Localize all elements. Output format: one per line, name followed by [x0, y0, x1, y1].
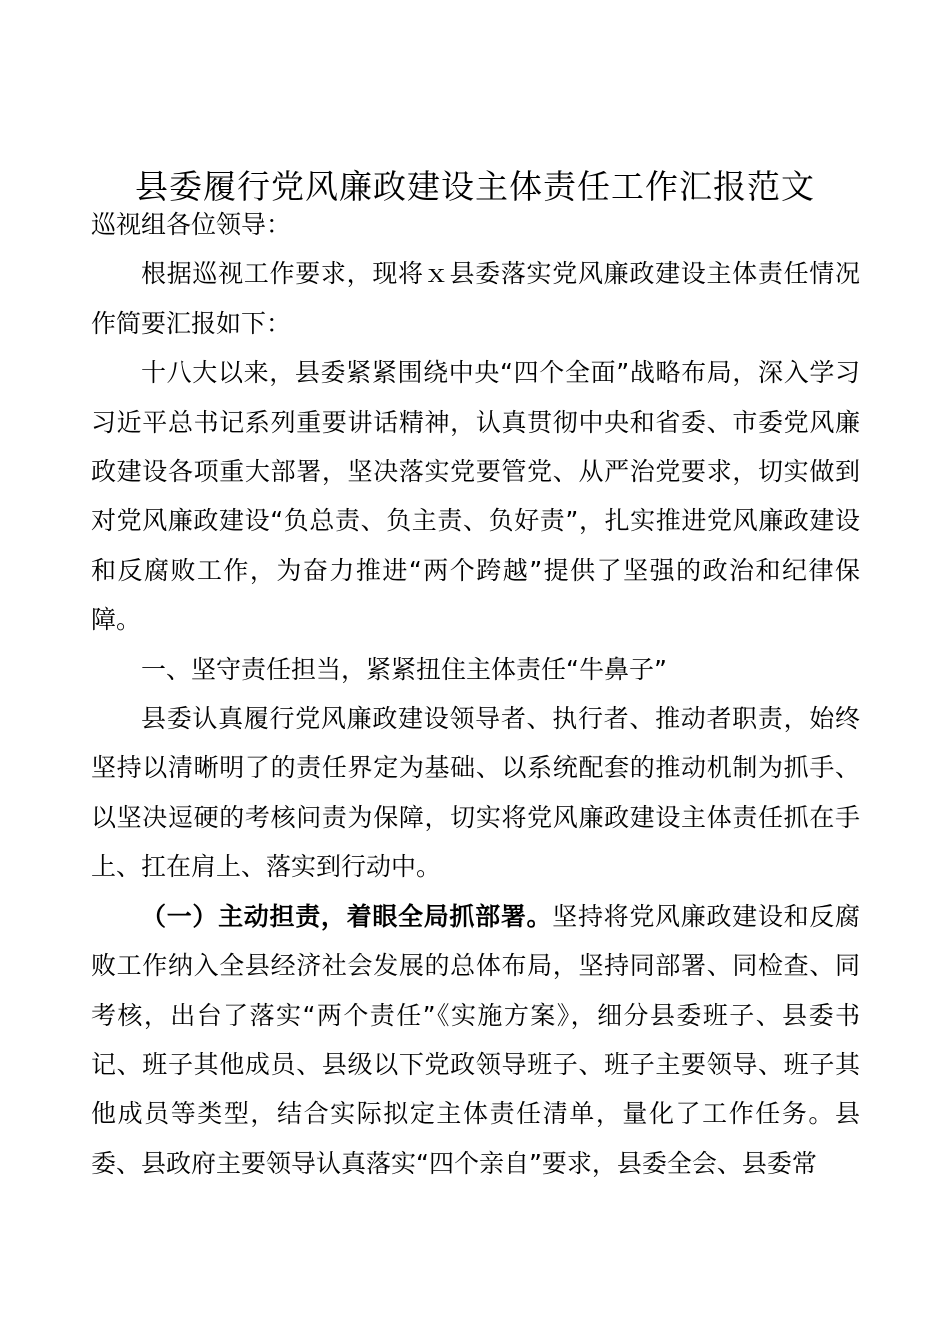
section-1-paragraph: 县委认真履行党风廉政建设领导者、执行者、推动者职责，始终坚持以清晰明了的责任界定为基础、以系统配套的推动机制为抓手、以坚决逗硬的考核问责为保障，切实将党风廉政建设主体责任抓在手上、扛在肩上、落实到行动中。 — [91, 704, 860, 882]
subsection-1-paragraph — [91, 892, 860, 1188]
subsection-1-body: 坚持将党风廉政建设和反腐败工作纳入全县经济社会发展的总体布局，坚持同部署、同检查、同考核，出台了落实“两个责任”《实施方案》，细分县委班子、县委书记、班子其他成员、县级以下党政领导班子、班子主要领导、班子其他成员等类型，结合实际拟定主体责任清单，量化了工作任务。县委、县政府主要领导认真落实“四个亲自”要求，县委全会、县委常 — [91, 901, 860, 1178]
overview-paragraph: 十八大以来，县委紧紧围绕中央“四个全面”战略布局，深入学习习近平总书记系列重要讲话精神，认真贯彻中央和省委、市委党风廉政建设各项重大部署，坚决落实党要管党、从严治党要求，切实做到对党风廉政建设“负总责、负主责、负好责”，扎实推进党风廉政建设和反腐败工作，为奋力推进“两个跨越”提供了坚强的政治和纪律保障。 — [91, 358, 860, 635]
document-body — [91, 200, 860, 1188]
document-title: 县委履行党风廉政建设主体责任工作汇报范文 — [135, 167, 815, 206]
intro-paragraph: 根据巡视工作要求，现将ｘ县委落实党风廉政建设主体责任情况作简要汇报如下： — [91, 259, 860, 338]
subsection-1-lead: （一）主动担责，着眼全局抓部署。 — [141, 901, 553, 931]
salutation: 巡视组各位领导： — [91, 210, 292, 239]
section-1-heading: 一、坚守责任担当，紧紧扭住主体责任“牛鼻子” — [141, 654, 667, 684]
